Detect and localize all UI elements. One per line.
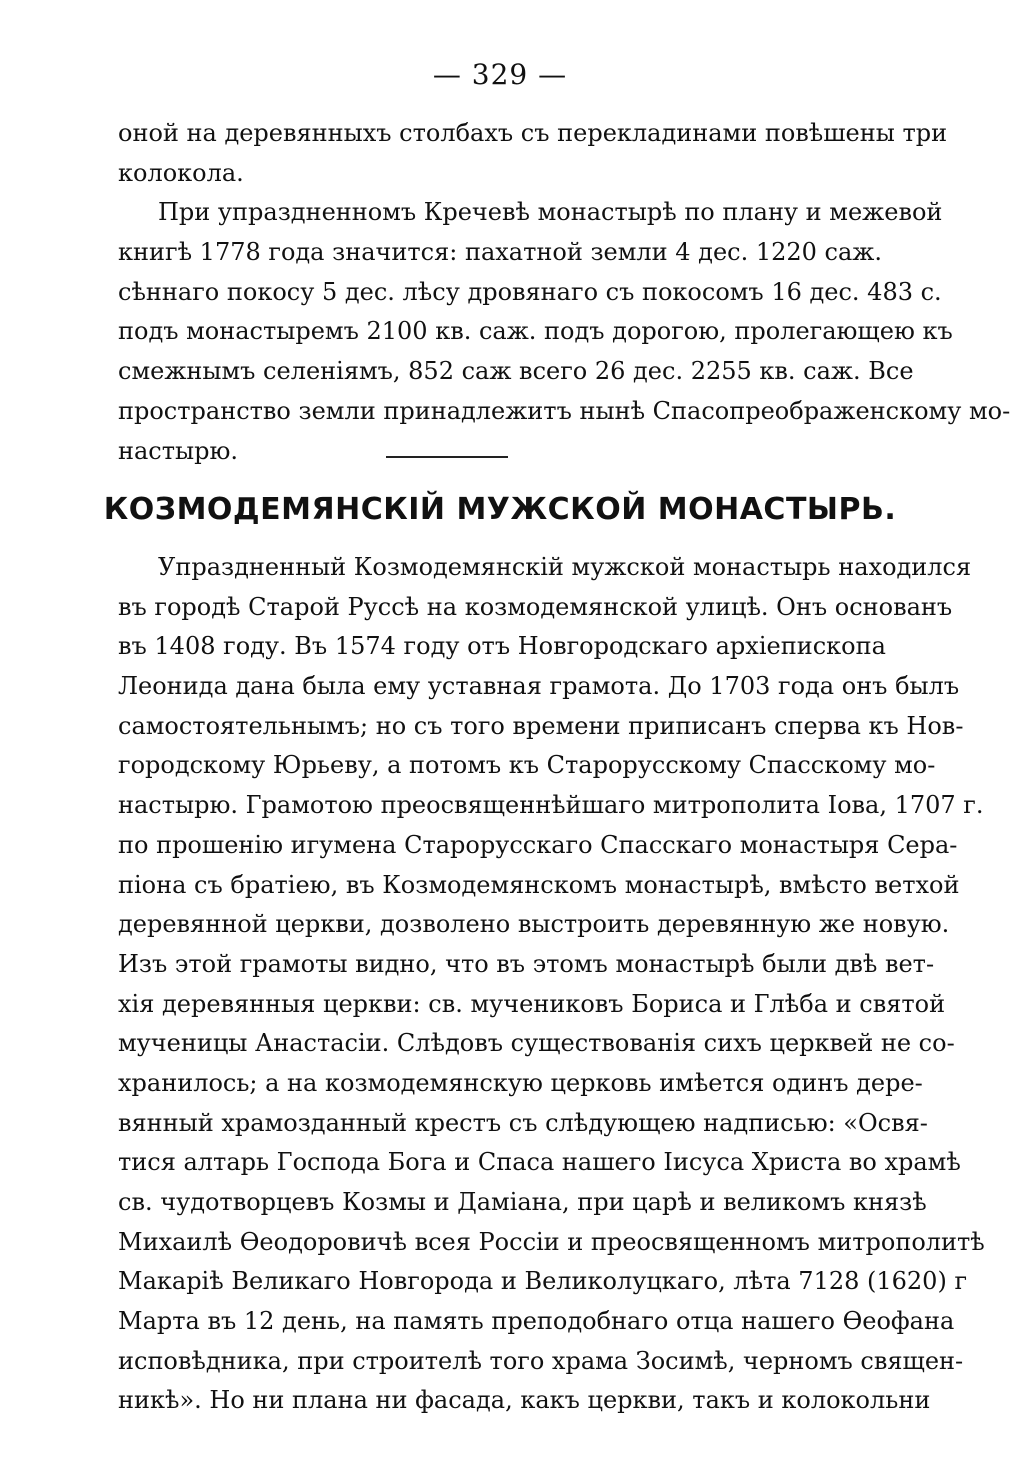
paragraph-kozmodemyansky	[118, 548, 985, 1421]
top-text-block	[118, 114, 1010, 471]
text-line: деревянной церкви, дозволено выстроить деревянную же новую.	[118, 910, 950, 939]
paragraph-kreche-land	[118, 193, 1010, 471]
paragraph-continuation	[118, 114, 948, 193]
text-line: исповѣдника, при строителѣ того храма Зосимѣ, черномъ священ-	[118, 1346, 964, 1375]
text-line: смежнымъ селеніямъ, 852 саж всего 26 дес. 2255 кв. саж. Все	[118, 357, 914, 386]
text-line: тися алтарь Господа Бога и Спаса нашего Іисуса Христа во храмѣ	[118, 1148, 961, 1177]
text-line: книгѣ 1778 года значится: пахатной земли 4 дес. 1220 саж.	[118, 238, 883, 267]
text-line: оной на деревянныхъ столбахъ съ перекладинами повѣшены три	[118, 119, 948, 147]
main-text-block	[118, 548, 985, 1421]
text-line: хія деревянныя церкви: св. мучениковъ Бориса и Глѣба и святой	[118, 989, 946, 1018]
text-line: Упраздненный Козмодемянскій мужской монастырь находился	[158, 553, 972, 581]
page-number: — 329 —	[432, 58, 568, 91]
text-line: Макаріѣ Великаго Новгорода и Великолуцкаго, лѣта 7128 (1620) г	[118, 1267, 968, 1296]
text-line: Изъ этой грамоты видно, что въ этомъ монастырѣ были двѣ вет-	[118, 949, 935, 978]
text-line: настырю.	[118, 436, 239, 465]
text-line: При упраздненномъ Кречевѣ монастырѣ по плану и межевой	[158, 198, 943, 227]
text-line: мученицы Анастасіи. Слѣдовъ существованія сихъ церквей не со-	[118, 1029, 955, 1058]
text-line: городскому Юрьеву, а потомъ къ Старорусскому Спасскому мо-	[118, 751, 936, 780]
text-line: сѣннаго покосу 5 дес. лѣсу дровянаго съ покосомъ 16 дес. 483 с.	[118, 277, 942, 306]
text-line: никѣ». Но ни плана ни фасада, какъ церкви, такъ и колокольни	[118, 1386, 931, 1415]
text-line: по прошенію игумена Старорусскаго Спасскаго монастыря Сера-	[118, 830, 958, 859]
text-line: колокола.	[118, 158, 244, 187]
text-line: Михаилѣ Ѳеодоровичѣ всея Россіи и преосвященномъ митрополитѣ	[118, 1227, 985, 1256]
text-line: св. чудотворцевъ Козмы и Даміана, при царѣ и великомъ князѣ	[118, 1188, 927, 1216]
text-line: хранилось; а на козмодемянскую церковь имѣется одинъ дере-	[118, 1068, 923, 1097]
text-line: подъ монастыремъ 2100 кв. саж. подъ дорогою, пролегающею къ	[118, 317, 953, 346]
text-line: настырю. Грамотою преосвященнѣйшаго митрополита Іова, 1707 г.	[118, 791, 984, 820]
text-line: вянный храмозданный крестъ съ слѣдующею надписью: «Освя-	[118, 1108, 928, 1137]
text-line: самостоятельнымъ; но съ того времени приписанъ сперва къ Нов-	[118, 711, 964, 740]
text-line: Марта въ 12 день, на память преподобнаго отца нашего Ѳеофана	[118, 1307, 955, 1336]
text-line: пространство земли принадлежитъ нынѣ Спасопреображенскому мо-	[118, 396, 1010, 425]
text-line: въ городѣ Старой Руссѣ на козмодемянской улицѣ. Онъ основанъ	[118, 592, 953, 621]
text-line: въ 1408 году. Въ 1574 году отъ Новгородскаго архіепископа	[118, 632, 886, 661]
section-heading: КОЗМОДЕМЯНСКІЙ МУЖСКОЙ МОНАСТЫРЬ.	[103, 492, 897, 527]
text-line: піона съ братіею, въ Козмодемянскомъ монастырѣ, вмѣсто ветхой	[118, 870, 960, 899]
section-divider	[386, 456, 508, 458]
text-line: Леонида дана была ему уставная грамота. До 1703 года онъ былъ	[118, 672, 960, 701]
